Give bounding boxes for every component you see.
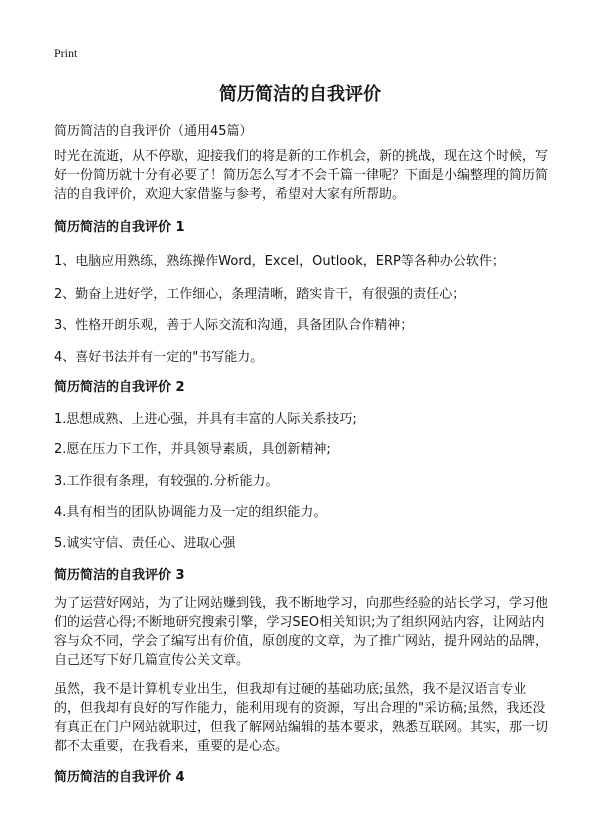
- section-heading-2: 简历简洁的自我评价 2: [54, 380, 185, 395]
- list-item: 4.具有相当的团队协调能力及一定的组织能力。: [54, 505, 327, 520]
- print-link[interactable]: Print: [54, 46, 78, 60]
- document-title: 简历简洁的自我评价: [219, 84, 381, 105]
- list-item: 3.工作很有条理，有较强的.分析能力。: [54, 474, 279, 489]
- list-item: 2.愿在压力下工作，并具领导素质，具创新精神;: [54, 442, 331, 457]
- section-heading-1: 简历简洁的自我评价 1: [54, 220, 185, 235]
- paragraph: 虽然，我不是计算机专业出生，但我却有过硬的基础功底;虽然，我不是汉语言专业的，但我却有良好的写作能力，能利用现有的资源，写出合理的"采访稿;虽然，我还没有真正在门户网站就职过，但我了解网站编辑的基本要求，熟悉互联网。其实，那一切都不太重要，在我看来，重要的是心态。: [54, 682, 549, 754]
- list-item: 1.思想成熟、上进心强，并具有丰富的人际关系技巧;: [54, 412, 357, 427]
- document-subtitle: 简历简洁的自我评价（通用45篇）: [54, 124, 253, 139]
- intro-paragraph: 时光在流逝，从不停歇，迎接我们的将是新的工作机会，新的挑战，现在这个时候，写好一份简历就十分有必要了！简历怎么写才不会千篇一律呢？下面是小编整理的简历简洁的自我评价，欢迎大家借鉴与参考，希望对大家有所帮助。: [54, 149, 549, 202]
- paragraph: 为了运营好网站，为了让网站赚到钱，我不断地学习，向那些经验的站长学习，学习他们的运营心得;不断地研究搜索引擎，学习SEO相关知识;为了组织网站内容，让网站内容与众不同，学会了编写出有价值，原创度的文章，为了推广网站，提升网站的品牌，自己还写下好几篇宣传公关文章。: [54, 596, 549, 668]
- section-heading-3: 简历简洁的自我评价 3: [54, 568, 185, 583]
- list-item: 3、性格开朗乐观，善于人际交流和沟通，具备团队合作精神；: [54, 318, 414, 333]
- list-item: 1、电脑应用熟练，熟练操作Word，Excel，Outlook，ERP等各种办公软件；: [54, 254, 505, 269]
- section-heading-4: 简历简洁的自我评价 4: [54, 770, 185, 785]
- list-item: 2、勤奋上进好学，工作细心，条理清晰，踏实肯干，有很强的责任心；: [54, 287, 466, 302]
- list-item: 5.诚实守信、责任心、进取心强: [54, 536, 236, 551]
- list-item: 4、喜好书法并有一定的"书写能力。: [54, 350, 264, 365]
